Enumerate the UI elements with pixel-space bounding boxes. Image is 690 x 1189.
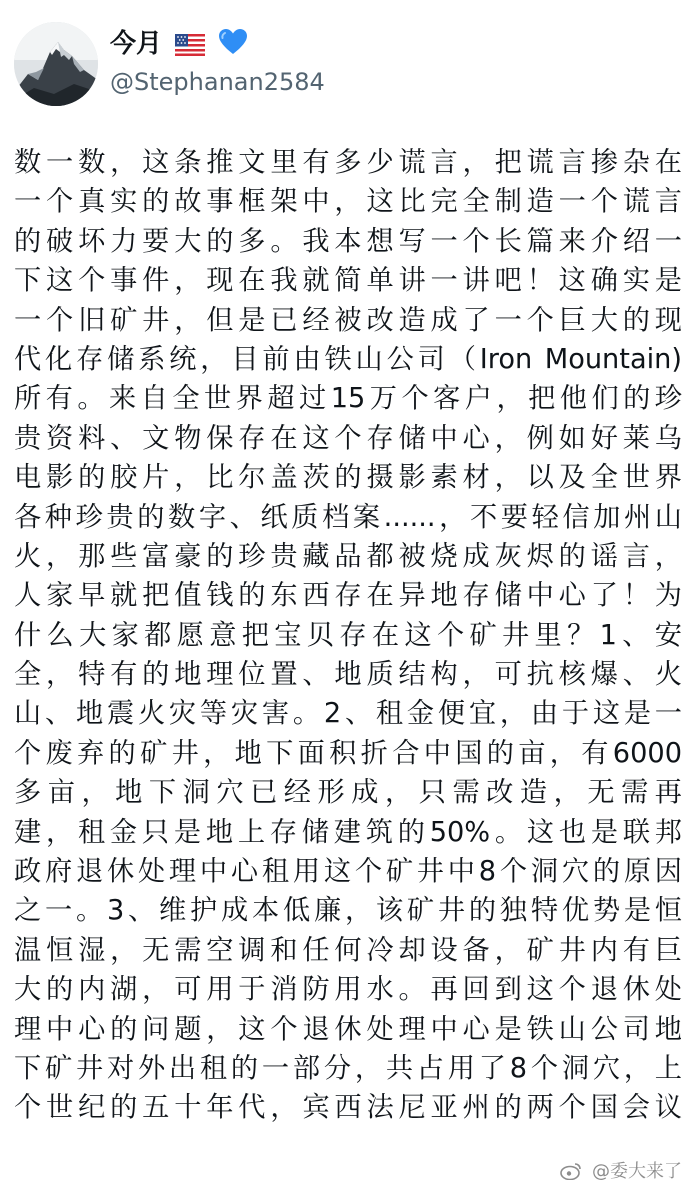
author-name-text: 今月 xyxy=(110,29,163,59)
watermark-text: @委大来了 xyxy=(592,1161,682,1182)
post-text-line: 建，租金只是地上存储建筑的50%。这也是联邦 xyxy=(14,816,682,848)
post-text-line: 人家早就把值钱的东西存在异地存储中心了！为 xyxy=(14,580,682,612)
post-text-line: 一个旧矿井，但是已经被改造成了一个巨大的现 xyxy=(14,304,682,336)
post-text-line: 数一数，这条推文里有多少谎言，把谎言掺杂在 xyxy=(14,147,682,178)
post-text xyxy=(14,143,682,1128)
previous-post-fragment xyxy=(0,0,690,14)
post-text-line: 之一。3、维护成本低廉，该矿井的独特优势是恒 xyxy=(14,895,682,927)
author-display-name[interactable] xyxy=(110,28,325,64)
post-text-line: 的破坏力要大的多。我本想写一个长篇来介绍一 xyxy=(14,225,682,257)
post-header xyxy=(14,22,674,106)
post-text-line: 贵资料、文物保存在这个存储中心，例如好莱乌 xyxy=(14,422,682,454)
post-text-line: 大的内湖，可用于消防用水。再回到这个退休处 xyxy=(14,974,682,1006)
post-text-line: 所有。来自全世界超过15万个客户，把他们的珍 xyxy=(14,383,682,415)
post-text-line: 山、地震火灾等灾害。2、租金便宜，由于这是一 xyxy=(14,698,682,730)
post-text-line: 个世纪的五十年代，宾西法尼亚州的两个国会议 xyxy=(14,1092,682,1124)
avatar[interactable] xyxy=(14,22,98,106)
post-text-line: 火，那些富豪的珍贵藏品都被烧成灰烬的谣言， xyxy=(14,540,682,572)
post-text-line: 电影的胶片，比尔盖茨的摄影素材，以及全世界 xyxy=(14,462,682,494)
post-text-line: 多亩，地下洞穴已经形成，只需改造，无需再 xyxy=(14,777,682,809)
post-text-line: 政府退休处理中心租用这个矿井中8个洞穴的原因 xyxy=(14,856,682,888)
post-text-line: 一个真实的故事框架中，这比完全制造一个谎言 xyxy=(14,186,682,218)
post-text-line: 温恒湿，无需空调和任何冷却设备，矿井内有巨 xyxy=(14,934,682,966)
post-text-line: 代化存储系统，目前由铁山公司（Iron Mountain) xyxy=(14,343,682,375)
weibo-watermark xyxy=(560,1157,682,1185)
post-text-line: 下矿井对外出租的一部分，共占用了8个洞穴，上 xyxy=(14,1052,682,1084)
us-flag-icon xyxy=(175,32,205,64)
post-text-line: 个废弃的矿井，地下面积折合中国的亩，有6000 xyxy=(14,737,682,769)
weibo-icon xyxy=(560,1162,582,1185)
blue-heart-icon xyxy=(218,28,248,64)
post-text-line: 下这个事件，现在我就简单讲一讲吧！这确实是 xyxy=(14,265,682,297)
author-handle[interactable]: @Stephanan2584 xyxy=(110,68,325,96)
mountain-avatar-image xyxy=(14,22,98,106)
post-text-line: 全，特有的地理位置、地质结构，可抗核爆、火 xyxy=(14,659,682,691)
post-text-line: 理中心的问题，这个退休处理中心是铁山公司地 xyxy=(14,1013,682,1045)
post-text-line: 什么大家都愿意把宝贝存在这个矿井里？1、安 xyxy=(14,619,682,651)
post-text-line: 各种珍贵的数字、纸质档案......，不要轻信加州山 xyxy=(14,501,682,533)
author-info xyxy=(110,28,325,98)
